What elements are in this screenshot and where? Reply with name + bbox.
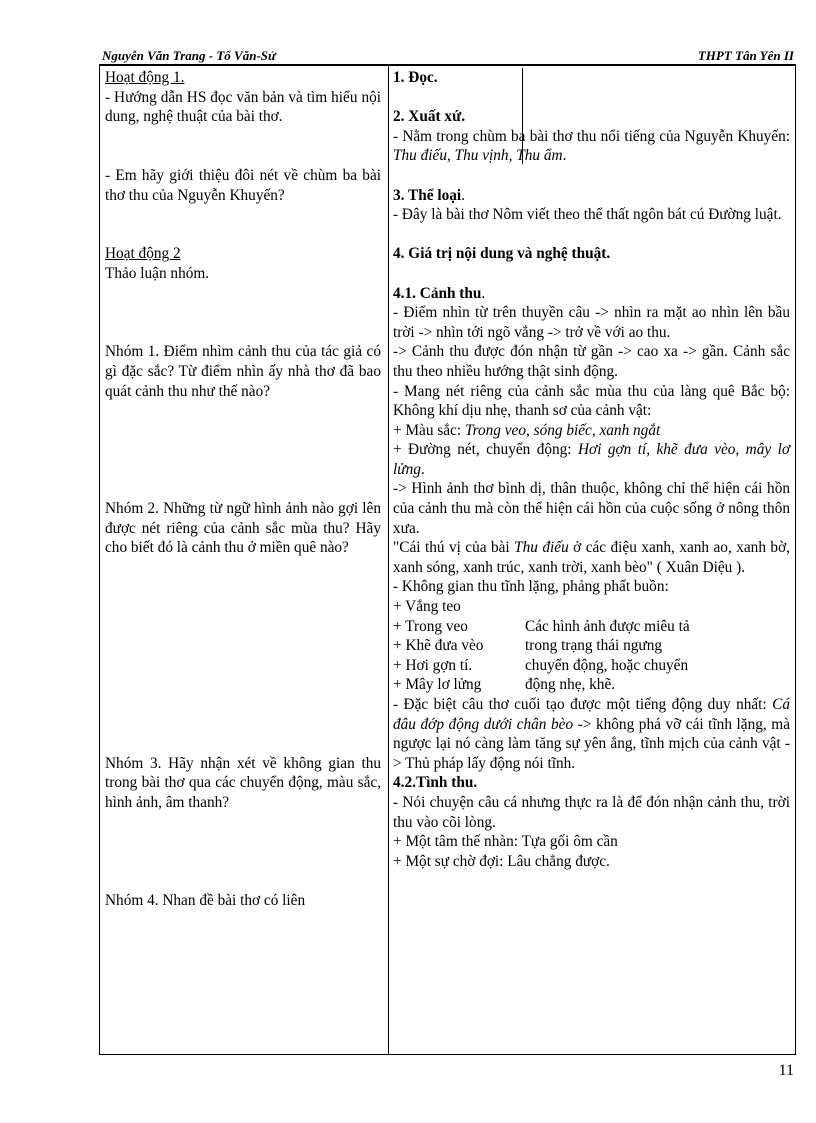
page-number: 11 [778, 1062, 794, 1079]
northern-scenery-text: - Mang nét riêng của cảnh sắc mùa thu của làng quê Bắc bộ: Không khí dịu nhẹ, thanh sơ của cảnh vật: [393, 382, 790, 420]
list-item: + Trong veo [393, 617, 468, 635]
section-4-title: 4. Giá trị nội dung và nghệ thuật. [393, 245, 611, 263]
section-4-2-title: 4.2.Tình thu. [393, 774, 478, 792]
section-4-1-title: 4.1. Cảnh thu. [393, 284, 486, 302]
list-item: + Hơi gợn tí. [393, 656, 473, 674]
group-4-question: Nhóm 4. Nhan đề bài thơ có liên [105, 891, 306, 909]
waiting-text: + Một sự chờ đợi: Lâu chẳng được. [393, 852, 610, 870]
viewpoint-text: - Điểm nhìn từ trên thuyền câu -> nhìn ra mặt ao nhìn lên bầu trời -> nhìn tới ngõ vắng -> trở về với ao thu. [393, 304, 790, 341]
list-note: chuyển động, hoặc chuyển [525, 656, 689, 674]
sound-text: - Đặc biệt câu thơ cuối tạo được một tiếng động duy nhất: Cá đâu đớp động dưới chân bèo -> không phá vỡ cái tĩnh lặng, mà ngược lại nó càng làm tăng sự yên ắng, tĩnh mịch của cảnh vật -> Thủ pháp lấy động nói tĩnh. [393, 696, 790, 772]
imagery-text: -> Hình ảnh thơ bình dị, thân thuộc, không chỉ thể hiện cái hồn của cảnh thu mà còn thể hiện cái hồn của cuộc sống ở nông thôn xưa. [393, 480, 790, 537]
column-divider [388, 66, 389, 1054]
group-3-question: Nhóm 3. Hãy nhận xét về không gian thu trong bài thơ qua các chuyển động, màu sắc, hình ảnh, âm thanh? [105, 754, 381, 811]
activity-1-text: - Hướng dẫn HS đọc văn bản và tìm hiểu nội dung, nghệ thuật của bài thơ. [105, 88, 381, 126]
section-3-text: - Đây là bài thơ Nôm viết theo thể thất ngôn bát cú Đường luật. [393, 206, 782, 224]
list-note: động nhẹ, khẽ. [525, 676, 616, 694]
list-item: + Khẽ đưa vèo [393, 637, 484, 655]
list-item: + Vắng teo [393, 598, 461, 616]
activity-2-text: Thảo luận nhóm. [105, 264, 210, 282]
activity-1-title: Hoạt động 1. [105, 69, 185, 86]
section-2-text: - Nằm trong chùm ba bài thơ thu nổi tiếng của Nguyễn Khuyến: Thu điếu, Thu vịnh, Thu ẩm. [393, 127, 790, 165]
list-note: trong trạng thái ngưng [525, 637, 663, 655]
teacher-activity-column [105, 68, 381, 911]
group-2-question: Nhóm 2. Những từ ngữ hình ảnh nào gợi lên được nét riêng của cảnh sắc mùa thu? Hãy cho biết đó là cảnh thu ở miền quê nào? [105, 500, 381, 557]
colors-text: + Màu sắc: Trong veo, sóng biếc, xanh ngắt [393, 421, 661, 439]
xuan-dieu-quote: "Cái thú vị của bài Thu điếu ở các điệu xanh, xanh ao, xanh bờ, xanh sóng, xanh trúc, xanh trời, xanh bèo" ( Xuân Diệu ). [393, 539, 790, 576]
section-3-title: 3. Thể loại. [393, 186, 465, 204]
header-right: THPT Tân Yên II [697, 48, 794, 63]
section-2-title: 2. Xuất xứ. [393, 108, 466, 126]
content-column [393, 68, 790, 871]
section-1-title: 1. Đọc. [393, 69, 438, 86]
leisure-text: + Một tâm thế nhàn: Tựa gối ôm cần [393, 833, 618, 851]
list-bracket [522, 68, 523, 164]
header-left: Nguyễn Văn Trang - Tổ Văn-Sử [102, 48, 276, 63]
list-note: Các hình ảnh được miêu tả [525, 617, 690, 635]
perspective-text: -> Cảnh thu được đón nhận từ gần -> cao xa -> gần. Cảnh sắc thu theo nhiều hướng thật sinh động. [393, 343, 790, 380]
image-list-block [393, 597, 790, 695]
activity-2-title: Hoạt động 2 [105, 245, 181, 263]
quiet-space-text: - Không gian thu tĩnh lặng, phảng phất buồn: [393, 578, 669, 596]
intro-question: - Em hãy giới thiệu đôi nét về chùm ba bài thơ thu của Nguyễn Khuyến? [105, 166, 381, 204]
fishing-text: - Nói chuyện câu cá nhưng thực ra là để đón nhận cảnh thu, trời thu vào cõi lòng. [393, 793, 790, 831]
group-1-question: Nhóm 1. Điểm nhìm cảnh thu của tác giả có gì đặc sắc? Từ điểm nhìn ấy nhà thơ đã bao quát cảnh thu như thế nào? [105, 343, 381, 400]
list-item: + Mây lơ lửng [393, 676, 482, 694]
lesson-table [99, 65, 796, 1055]
movement-text: + Đường nét, chuyển động: Hơi gợn tí, khẽ đưa vèo, mây lơ lửng. [393, 441, 790, 478]
